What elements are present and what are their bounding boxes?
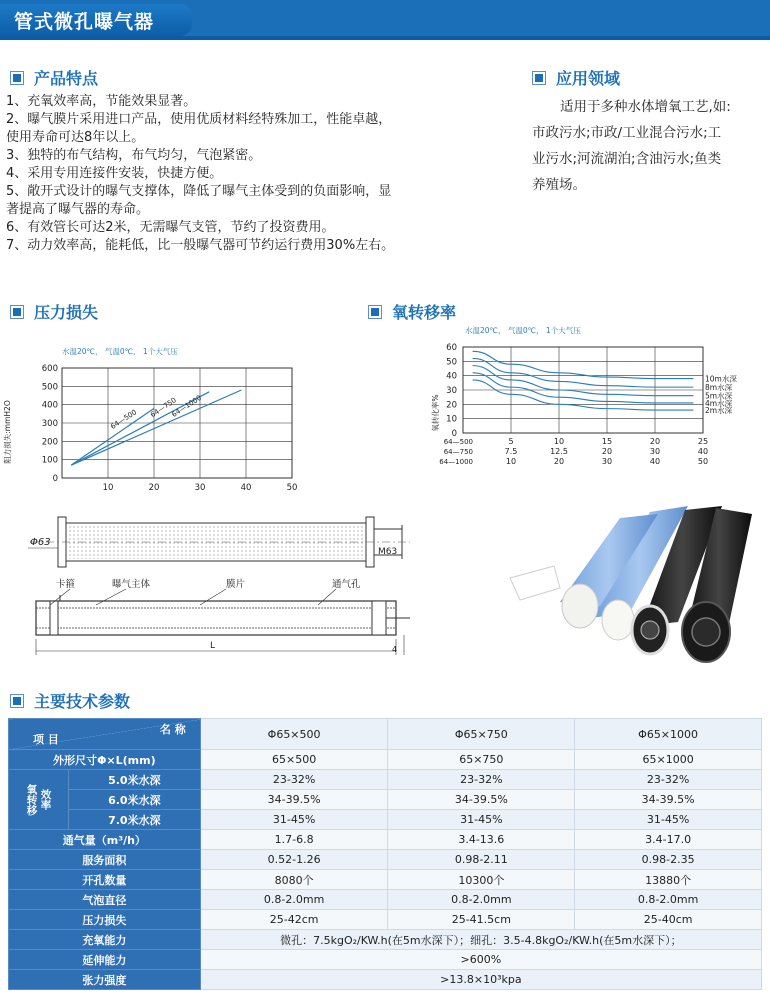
x-row-name: 64—750: [443, 448, 473, 456]
square-bullet-icon: [532, 71, 546, 85]
cell: 23-32%: [388, 770, 575, 790]
y-tick-label: 300: [41, 419, 58, 429]
row-label: 服务面积: [9, 850, 201, 870]
cell: 34-39.5%: [575, 790, 762, 810]
x-tick-label: 10: [505, 457, 517, 466]
oxygen-series-labels: [705, 374, 737, 416]
pressure-grid: [62, 368, 292, 478]
feature-line: 1、充氧效率高，节能效果显著。: [6, 94, 197, 109]
series-line: [473, 380, 694, 410]
y-tick-label: 0: [451, 429, 457, 439]
row-label: 压力损失: [9, 910, 201, 930]
oxygen-heading: [368, 300, 456, 323]
features-heading: [10, 66, 98, 89]
feature-line: 5、敞开式设计的曝气支撑体，降低了曝气主体受到的负面影响，显: [6, 184, 392, 199]
pressure-chart-ylabel: 阻力损失:mmH2O: [3, 400, 12, 464]
y-tick-label: 200: [41, 437, 58, 448]
column-header: Φ65×500: [200, 719, 388, 750]
series-line: [473, 351, 694, 378]
name-label: 名 称: [159, 723, 186, 736]
tube-outline-top: [30, 517, 410, 567]
cell: 31-45%: [575, 810, 762, 830]
x-tick-label: 5: [508, 437, 514, 446]
product-photo: [490, 502, 762, 667]
row-label: 通气量（m³/h）: [9, 830, 201, 850]
series-line: [473, 358, 694, 387]
row-label: 充氧能力: [9, 930, 201, 950]
oxygen-chart-note: 水温20℃， 气温0℃， 1个大气压: [465, 326, 581, 335]
diameter-label: Φ63: [30, 537, 51, 548]
x-tick-label: 25: [697, 437, 709, 446]
feature-line: 4、采用专用连接件安装，快捷方便。: [6, 166, 223, 181]
x-row-name: 64—500: [443, 438, 473, 446]
application-heading-text: 应用领域: [556, 69, 621, 88]
length-label: L: [210, 641, 216, 651]
feature-line: 使用寿命可达8年以上。: [6, 130, 145, 145]
pressure-yticks: [42, 364, 58, 484]
y-tick-label: 60: [446, 343, 457, 353]
row-label: 气泡直径: [9, 890, 201, 910]
square-bullet-icon: [10, 71, 24, 85]
table-header-row: [9, 719, 762, 750]
table-row: [9, 810, 762, 830]
y-tick-label: 10: [446, 414, 457, 425]
y-tick-label: 400: [41, 400, 58, 411]
cell: 0.8-2.0mm: [575, 890, 762, 910]
callout-label: 曝气主体: [112, 579, 151, 590]
table-row: [9, 950, 762, 970]
table-row: [9, 930, 762, 950]
features-list: [6, 93, 506, 255]
y-tick-label: 40: [446, 371, 457, 382]
series-label: 64—500: [109, 408, 139, 431]
merged-cell: >13.8×10³kpa: [200, 970, 761, 990]
cell: 0.8-2.0mm: [200, 890, 388, 910]
row-label: 5.0米水深: [68, 770, 200, 790]
oxygen-yticks: [446, 343, 457, 439]
cell: 0.98-2.11: [388, 850, 575, 870]
cell: 31-45%: [388, 810, 575, 830]
series-label: 64—1000: [170, 393, 203, 419]
y-tick-label: 20: [446, 400, 457, 411]
series-label: 5m水深: [705, 391, 733, 401]
callout-label: 膜片: [226, 579, 246, 590]
x-tick-label: 7.5: [504, 447, 518, 456]
spec-heading: [10, 689, 130, 712]
square-bullet-icon: [10, 305, 24, 319]
cell: 3.4-13.6: [388, 830, 575, 850]
row-label: 开孔数量: [9, 870, 201, 890]
cell: 0.98-2.35: [575, 850, 762, 870]
table-row: [9, 870, 762, 890]
height-label: 4: [392, 645, 398, 654]
x-tick-label: 40: [240, 483, 252, 493]
oxygen-transfer-chart: [425, 325, 770, 495]
x-tick-label: 50: [286, 483, 298, 493]
x-row-name: 64—1000: [439, 458, 473, 466]
cell: 13880个: [575, 870, 762, 890]
table-row: [9, 850, 762, 870]
oxygen-xtick-rows: [439, 437, 708, 466]
page-title: 管式微孔曝气器: [14, 11, 155, 33]
tube-section-bottom: [36, 595, 410, 635]
x-tick-label: 10: [553, 437, 565, 446]
features-heading-text: 产品特点: [34, 69, 99, 88]
x-tick-label: 20: [553, 457, 565, 466]
group-label-part: 效率: [39, 789, 52, 810]
series-line: [473, 373, 694, 403]
x-tick-label: 12.5: [550, 447, 568, 456]
oxygen-chart-ylabel: 氧转化率%: [431, 394, 440, 432]
pressure-series-labels: [109, 394, 203, 431]
cell: 25-42cm: [200, 910, 388, 930]
cell: 34-39.5%: [200, 790, 388, 810]
row-label: 张力强度: [9, 970, 201, 990]
header-underline: [0, 36, 770, 40]
aerator-drawing: [0, 505, 420, 670]
cell: 25-41.5cm: [388, 910, 575, 930]
application-line: 养殖场。: [532, 177, 586, 193]
y-tick-label: 500: [41, 382, 58, 393]
group-label-cell: [9, 770, 69, 830]
series-label: 8m水深: [705, 383, 733, 393]
header-corner-cell: [9, 719, 201, 750]
x-tick-label: 40: [649, 457, 661, 466]
column-header: Φ65×750: [388, 719, 575, 750]
x-tick-label: 30: [649, 447, 661, 456]
x-tick-label: 10: [102, 483, 114, 493]
x-tick-label: 50: [697, 457, 709, 466]
table-row: [9, 830, 762, 850]
callout-label: 通气孔: [332, 579, 361, 590]
x-tick-label: 30: [601, 457, 613, 466]
cell: 31-45%: [200, 810, 388, 830]
table-row: [9, 970, 762, 990]
y-tick-label: 600: [41, 364, 58, 374]
square-bullet-icon: [368, 305, 382, 319]
spec-heading-text: 主要技术参数: [34, 692, 131, 711]
series-label: 10m水深: [705, 374, 737, 384]
y-tick-label: 50: [446, 357, 457, 368]
x-tick-label: 20: [649, 437, 661, 446]
column-header: Φ65×1000: [575, 719, 762, 750]
square-bullet-icon: [10, 694, 24, 708]
cell: 0.8-2.0mm: [388, 890, 575, 910]
series-label: 4m水深: [705, 398, 733, 408]
application-heading: [532, 66, 620, 89]
x-tick-label: 30: [194, 483, 206, 493]
table-row: [9, 750, 762, 770]
cell: 23-32%: [200, 770, 388, 790]
cell: 0.52-1.26: [200, 850, 388, 870]
y-tick-label: 0: [52, 474, 58, 484]
x-tick-label: 20: [148, 483, 160, 493]
cell: 10300个: [388, 870, 575, 890]
cell: 1.7-6.8: [200, 830, 388, 850]
feature-line: 著提高了曝气器的寿命。: [6, 202, 150, 217]
cell: 25-40cm: [575, 910, 762, 930]
x-tick-label: 15: [601, 437, 613, 446]
cell: 65×500: [200, 750, 388, 770]
y-tick-label: 100: [41, 455, 58, 466]
pressure-heading: [10, 300, 98, 323]
feature-line: 6、有效管长可达2米，无需曝气支管，节约了投资费用。: [6, 220, 335, 235]
series-line: [71, 390, 241, 465]
series-label: 64—750: [149, 396, 178, 420]
application-text: [532, 94, 764, 198]
application-line: 适用于多种水体增氧工艺,如:: [560, 99, 731, 115]
cell: 23-32%: [575, 770, 762, 790]
pressure-xticks: [103, 483, 298, 493]
cell: 34-39.5%: [388, 790, 575, 810]
table-row: [9, 890, 762, 910]
row-label: 7.0米水深: [68, 810, 200, 830]
feature-line: 7、动力效率高，能耗低，比一般曝气器可节约运行费用30%左右。: [6, 238, 395, 253]
cell: 65×750: [388, 750, 575, 770]
cell: 65×1000: [575, 750, 762, 770]
series-line: [71, 408, 154, 465]
callout-label: 卡箍: [56, 579, 76, 590]
row-label: 6.0米水深: [68, 790, 200, 810]
feature-line: 3、独特的布气结构，布气均匀，气泡紧密。: [6, 148, 262, 163]
application-line: 业污水;河流湖泊;含油污水;鱼类: [532, 151, 722, 167]
table-row: [9, 910, 762, 930]
feature-line: 2、曝气膜片采用进口产品，使用优质材料经特殊加工，性能卓越，: [6, 112, 392, 127]
cell: 8080个: [200, 870, 388, 890]
row-label: 延伸能力: [9, 950, 201, 970]
x-tick-label: 20: [601, 447, 613, 456]
oxygen-series: [473, 351, 694, 410]
x-tick-label: 40: [697, 447, 709, 456]
series-line: [473, 366, 694, 396]
pressure-chart-note: 水温20℃， 气温0℃， 1个大气压: [62, 347, 178, 356]
thread-label: M63: [378, 547, 398, 557]
y-tick-label: 30: [446, 386, 457, 396]
pressure-loss-chart: [0, 340, 310, 495]
table-row: [9, 790, 762, 810]
merged-cell: 微孔：7.5kgO₂/KW.h(在5m水深下）；细孔：3.5-4.8kgO₂/KW.h(在5m水深下）；: [200, 930, 761, 950]
pressure-heading-text: 压力损失: [34, 303, 99, 322]
series-label: 2m水深: [705, 406, 733, 416]
oxygen-grid: [463, 347, 703, 433]
group-label: [9, 784, 68, 816]
cell: 3.4-17.0: [575, 830, 762, 850]
pressure-series: [71, 390, 241, 465]
oxygen-heading-text: 氧转移率: [392, 303, 457, 322]
table-row: [9, 770, 762, 790]
merged-cell: >600%: [200, 950, 761, 970]
item-label: 项 目: [33, 733, 59, 746]
group-label-part: 氧转移: [25, 783, 38, 816]
spec-table: [8, 718, 762, 990]
application-line: 市政污水;市政/工业混合污水;工: [532, 125, 722, 141]
row-label: 外形尺寸Φ×L(mm): [9, 750, 201, 770]
